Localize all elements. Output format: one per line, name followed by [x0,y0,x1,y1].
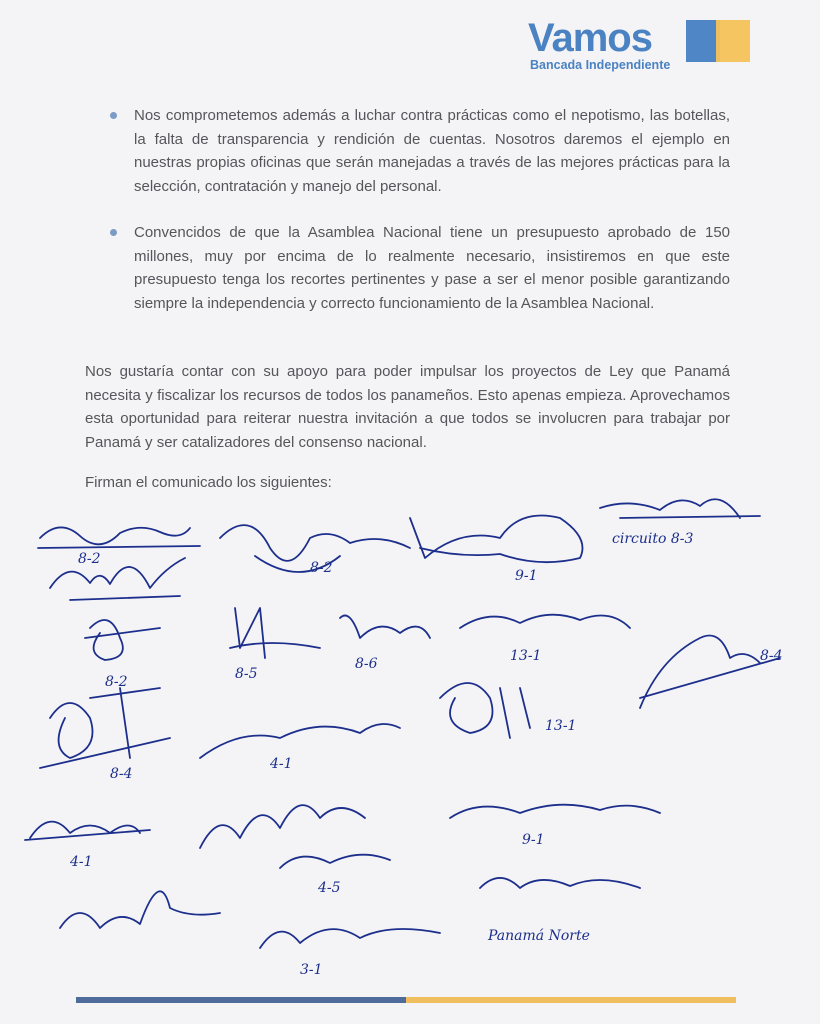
bullet-item [110,104,730,198]
logo-wordmark: Vamos [528,16,652,60]
signature-20 [260,929,440,948]
signature-17 [280,855,390,868]
signature-12 [200,724,400,758]
signature-15 [200,805,365,848]
signature-13 [440,683,530,738]
signature-note-8: 13-1 [510,648,542,664]
signature-note-14: 9-1 [522,832,545,848]
signers-intro: Firman el comunicado los siguientes: [85,474,332,491]
bullet-text: Nos comprometemos además a luchar contra prácticas como el nepotismo, las botellas, la falta de transparencia y rendición de cuentas. Nosotros daremos el ejemplo en nuestras propias oficinas que serán manejadas a través de las mejores prácticas para la selección, contratación y manejo del personal. [134,107,730,195]
signature-note-11: 8-4 [110,766,133,782]
signature-note-17: 3-1 [300,962,323,978]
signatures-area [0,488,820,988]
signature-note-12: 4-1 [270,756,293,772]
signature-note-4: circuito 8-3 [612,531,694,547]
signature-1 [38,527,200,548]
signature-note-5: 8-2 [105,674,128,690]
signature-note-10: 13-1 [545,718,577,734]
signature-note-16: Panamá Norte [488,928,590,944]
signature-16 [450,805,660,818]
signature-9 [460,615,630,628]
closing-paragraph: Nos gustaría contar con su apoyo para poder impulsar los proyectos de Ley que Panamá necesita y fiscalizar los recursos de todos los panameños. Esto apenas empieza. Aprovechamos esta oportunidad para reiterar nuestra invitación a que todos se involucren para trabajar por Panamá y ser catalizadores del consenso nacional. [85,363,730,451]
signature-note-2: 8-2 [310,560,333,576]
vamos-logo [528,12,758,74]
signature-note-7: 8-6 [355,656,378,672]
signature-2 [50,558,185,600]
signature-note-15: 4-5 [318,880,341,896]
bullet-dot-icon [110,112,117,119]
signature-10 [640,636,780,709]
bullet-item [110,221,730,315]
signature-note-6: 8-5 [235,666,258,682]
logo-squares-icon [686,20,750,62]
bullet-text: Convencidos de que la Asamblea Nacional tiene un presupuesto aprobado de 150 millones, muy por encima de lo realmente necesario, insistiremos en que este presupuesto tenga los recortes pertinentes y pase a ser el menor posible garantizando siempre la independencia y correcto funcionamiento de la Asamblea Nacional. [134,224,730,312]
bullet-dot-icon [110,229,117,236]
signature-note-13: 4-1 [70,854,93,870]
signature-19 [60,891,220,928]
logo-subtitle: Bancada Independiente [530,58,671,72]
signature-note-9: 8-4 [760,648,783,664]
signature-note-3: 9-1 [515,568,538,584]
signature-11 [40,688,170,768]
signature-4 [410,516,583,563]
signature-18 [480,878,640,888]
signature-note-1: 8-2 [78,551,101,567]
signature-14 [25,822,150,840]
signature-7 [230,608,320,658]
signature-6 [85,620,160,660]
footer-bar [76,997,736,1003]
signature-8 [340,616,430,639]
signature-5 [600,499,760,518]
